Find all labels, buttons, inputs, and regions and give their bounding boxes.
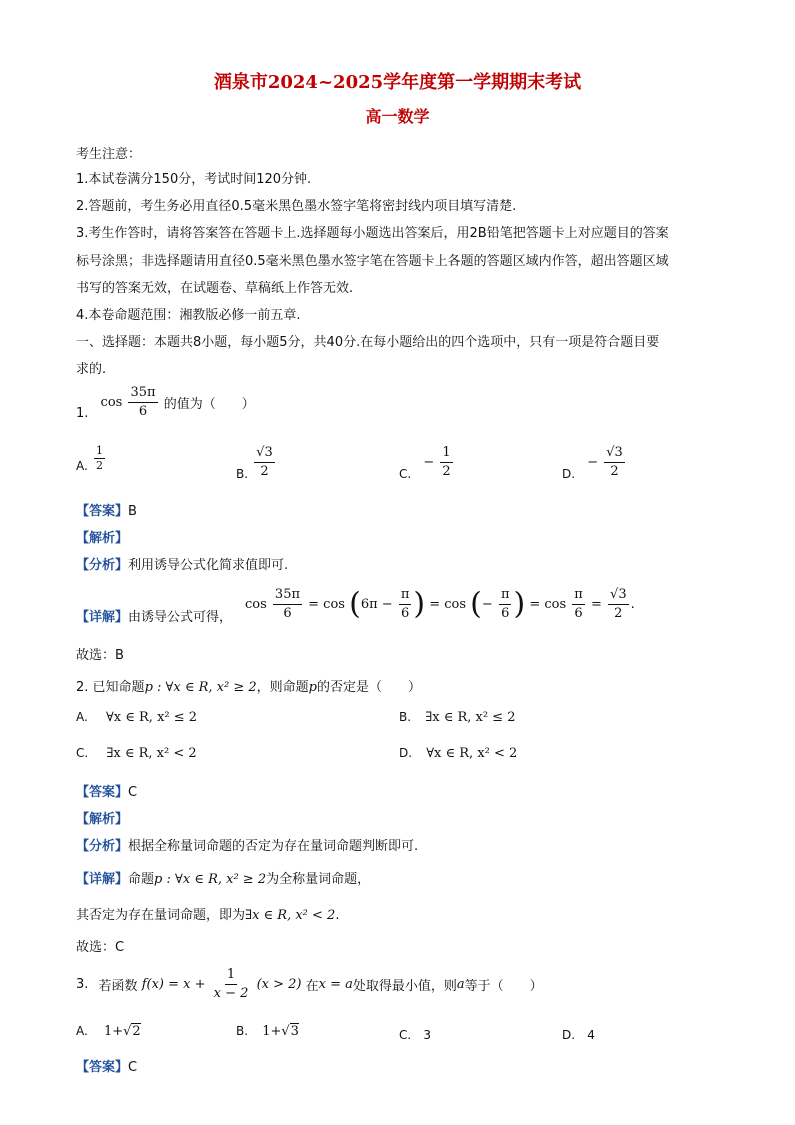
q2-option-c[interactable] — [76, 746, 197, 761]
q2-option-d-label: D. — [399, 746, 413, 760]
note-2: 2.答题前，考生务必用直径0.5毫米黑色墨水签字笔将密封线内项目填写清楚. — [76, 199, 517, 214]
q1-analysis-text: 利用诱导公式化简求值即可. — [128, 558, 289, 573]
q2-option-c-text: ∃x ∈ R, x² < 2 — [106, 746, 197, 761]
q1-option-a-num: 1 — [95, 444, 103, 457]
q1-option-b-num: √3 — [254, 444, 275, 463]
q1-tail: 的值为（ ） — [163, 397, 255, 412]
q3-number: 3. — [76, 977, 89, 992]
q1-eq-f5-den: 2 — [614, 606, 623, 621]
q1-option-d-frac — [604, 444, 625, 481]
q1-eq-f4-num: π — [572, 586, 585, 605]
q2-analysis-head-label: 【解析】 — [76, 812, 129, 827]
q1-detail-equation — [245, 586, 635, 623]
q3-tail: 等于（ ） — [464, 979, 543, 994]
q1-frac-den: 6 — [138, 404, 148, 419]
q3-option-a-rad: 2 — [132, 1024, 141, 1039]
note-3b: 标号涂黑；非选择题请用直径0.5毫米黑色墨水签字笔在答题卡上各题的答题区域内作答，超出答题区域 — [76, 254, 669, 269]
q2-answer — [76, 781, 137, 800]
q2-detail — [76, 868, 370, 887]
q2-analysis-label: 【分析】 — [76, 839, 129, 854]
q1-eq-paren-open-2: ( — [470, 586, 482, 622]
q2-choose-label: 故选： — [76, 940, 116, 955]
q3-stem — [76, 966, 543, 1003]
q3-option-d-text: 4 — [587, 1028, 595, 1042]
q1-eq-f5-num: √3 — [608, 586, 629, 605]
q2-negation — [76, 904, 339, 923]
q1-eq-f2-den: 6 — [400, 606, 410, 621]
q3-option-b[interactable] — [236, 1024, 299, 1039]
q1-eq-f1-num: 35π — [273, 586, 302, 605]
q1-eq-cos: cos — [245, 597, 267, 612]
q1-eq-paren-open-1: ( — [349, 586, 361, 622]
q1-option-c-sign: − — [423, 455, 435, 470]
q3-option-c-text: 3 — [423, 1028, 431, 1042]
q3-function-cond: (x > 2) — [256, 977, 302, 992]
exam-title: 酒泉市2024~2025学年度第一学期期末考试 — [213, 72, 582, 93]
q2-tail: 的否定是（ ） — [316, 680, 421, 695]
q1-option-b[interactable] — [236, 444, 277, 481]
q3-frac-den: x − 2 — [213, 986, 249, 1001]
q1-option-a-den: 2 — [95, 459, 103, 472]
q3-answer-value: C — [128, 1060, 138, 1075]
q1-option-a-frac — [94, 444, 105, 473]
q1-number: 1. — [76, 406, 89, 421]
q1-eq-inner-1: 6π − — [360, 597, 393, 612]
q1-eq-end: . — [630, 597, 635, 612]
q1-option-c-label: C. — [399, 467, 412, 481]
q2-detail-label: 【详解】 — [76, 872, 129, 887]
q1-eq-f4-den: 6 — [574, 606, 583, 621]
q1-eq-inner-2: − — [481, 597, 493, 612]
q3-frac-num: 1 — [225, 966, 237, 985]
q3-function-lhs: f(x) = x + — [141, 977, 206, 992]
q1-eq-frac-2 — [399, 586, 412, 623]
q1-option-d-num: √3 — [604, 444, 625, 463]
q1-eq-paren-close-2: ) — [513, 586, 526, 622]
q2-analysis — [76, 835, 418, 854]
q3-a: a — [456, 977, 465, 992]
q1-option-d-label: D. — [562, 467, 576, 481]
q1-option-a-label: A. — [76, 459, 88, 473]
q2-answer-value: C — [128, 785, 138, 800]
q2-number: 2. — [76, 680, 89, 695]
q1-option-b-label: B. — [236, 467, 249, 481]
q1-eq-f2-num: π — [399, 586, 412, 605]
q2-detail-prop: p : ∀x ∈ R, x² ≥ 2 — [154, 872, 267, 887]
q3-mid: 在 — [305, 979, 319, 994]
q1-eq-frac-1 — [273, 586, 302, 623]
q1-analysis — [76, 554, 288, 573]
q3-option-b-label: B. — [236, 1024, 249, 1038]
q2-choose — [76, 936, 124, 955]
q2-option-d[interactable] — [399, 746, 517, 761]
q3-pre: 若函数 — [98, 979, 138, 994]
section-line-2: 求的. — [76, 362, 107, 377]
q2-p: p — [308, 680, 317, 695]
q2-answer-label: 【答案】 — [76, 785, 129, 800]
exam-subtitle: 高一数学 — [365, 107, 430, 126]
q1-eq-f3-num: π — [499, 586, 512, 605]
q1-option-c-frac — [440, 444, 452, 481]
q2-detail-post: 为全称量词命题， — [266, 872, 371, 887]
q1-analysis-head-label: 【解析】 — [76, 531, 129, 546]
q1-answer-value: B — [128, 504, 137, 519]
q1-frac-num: 35π — [128, 384, 157, 403]
q1-detail-text — [76, 606, 232, 625]
q2-analysis-text: 根据全称量词命题的否定为存在量词命题判断即可. — [128, 839, 419, 854]
q3-option-a-label: A. — [76, 1024, 88, 1038]
q2-detail-pre: 命题 — [128, 872, 155, 887]
q1-eq-f3-den: 6 — [501, 606, 510, 621]
q1-eq-part-1: = cos — [308, 597, 345, 612]
q1-option-b-frac — [254, 444, 275, 481]
q3-answer-label: 【答案】 — [76, 1060, 129, 1075]
q2-option-d-text: ∀x ∈ R, x² < 2 — [426, 746, 518, 761]
q2-option-b-label: B. — [399, 710, 412, 724]
q1-choose-value: B — [115, 648, 124, 663]
q1-detail-lead: 由诱导公式可得， — [128, 610, 233, 625]
q1-choose — [76, 644, 124, 663]
q3-option-b-rad: 3 — [290, 1024, 299, 1039]
q1-option-b-den: 2 — [260, 464, 269, 479]
q1-stem — [76, 384, 255, 421]
q1-eq-part-4: = — [590, 597, 602, 612]
q3-option-d[interactable] — [562, 1028, 595, 1043]
q2-option-a-label: A. — [76, 710, 88, 724]
q3-option-a-pre: 1+ — [103, 1024, 124, 1039]
q1-eq-frac-3 — [499, 586, 512, 623]
q2-negation-end: . — [335, 908, 340, 923]
q2-option-a-text: ∀x ∈ R, x² ≤ 2 — [105, 710, 198, 725]
q1-choose-label: 故选： — [76, 648, 116, 663]
q3-option-a-sqrt: √2 — [123, 1024, 141, 1039]
q3-option-c[interactable] — [399, 1028, 431, 1043]
q3-option-b-pre: 1+ — [262, 1024, 282, 1039]
note-3a: 3.考生作答时，请将答案答在答题卡上.选择题每小题选出答案后，用2B铅笔把答题卡上对应题目的答案 — [76, 226, 669, 241]
q3-answer — [76, 1056, 137, 1075]
q1-answer — [76, 500, 137, 519]
q1-option-d-sign: − — [587, 455, 599, 470]
section-line-1: 一、选择题：本题共8小题，每小题5分，共40分.在每小题给出的四个选项中，只有一项是符合题目要 — [76, 335, 660, 350]
q2-pre: 已知命题 — [92, 680, 145, 695]
q3-xa: x = a — [318, 977, 353, 992]
q3-option-b-sqrt: √3 — [281, 1024, 299, 1039]
q1-cos: cos — [100, 395, 123, 410]
q1-option-c[interactable] — [399, 444, 455, 481]
q1-analysis-head — [76, 527, 128, 546]
q1-fraction — [128, 384, 157, 421]
q2-negation-pre: 其否定为存在量词命题，即为 — [76, 908, 246, 923]
q3-mid2: 处取得最小值，则 — [352, 979, 457, 994]
note-3c: 书写的答案无效，在试题卷、草稿纸上作答无效. — [76, 281, 354, 296]
q1-option-a[interactable] — [76, 444, 107, 473]
q2-stem — [76, 676, 421, 695]
note-4: 4.本卷命题范围：湘教版必修一前五章. — [76, 308, 301, 323]
q2-mid: ，则命题 — [256, 680, 309, 695]
q1-analysis-label: 【分析】 — [76, 558, 129, 573]
q2-option-c-label: C. — [76, 746, 89, 760]
q1-option-d-den: 2 — [610, 464, 619, 479]
q2-option-b-text: ∃x ∈ R, x² ≤ 2 — [425, 710, 516, 725]
q3-function-frac — [212, 966, 251, 1003]
notes-heading: 考生注意： — [76, 147, 142, 162]
q1-eq-frac-4 — [572, 586, 585, 623]
q1-answer-label: 【答案】 — [76, 504, 129, 519]
q2-negation-prop: ∃x ∈ R, x² < 2 — [245, 908, 336, 923]
q1-eq-f1-den: 6 — [283, 606, 292, 621]
q2-option-a[interactable] — [76, 710, 197, 725]
q1-option-d[interactable] — [562, 444, 627, 481]
q1-option-c-num: 1 — [440, 444, 452, 463]
q1-eq-part-2: = cos — [429, 597, 467, 612]
q1-detail-label: 【详解】 — [76, 610, 129, 625]
q1-eq-paren-close-1: ) — [413, 586, 426, 622]
q3-option-a[interactable] — [76, 1024, 141, 1039]
q3-option-d-label: D. — [562, 1028, 576, 1042]
q2-proposition: p : ∀x ∈ R, x² ≥ 2 — [144, 680, 257, 695]
q2-analysis-head — [76, 808, 128, 827]
note-1: 1.本试卷满分150分，考试时间120分钟. — [76, 172, 312, 187]
q1-eq-frac-5 — [608, 586, 629, 623]
q3-option-c-label: C. — [399, 1028, 412, 1042]
q1-eq-part-3: = cos — [529, 597, 567, 612]
q1-option-c-den: 2 — [442, 464, 451, 479]
q2-choose-value: C — [115, 940, 125, 955]
q2-option-b[interactable] — [399, 710, 515, 725]
